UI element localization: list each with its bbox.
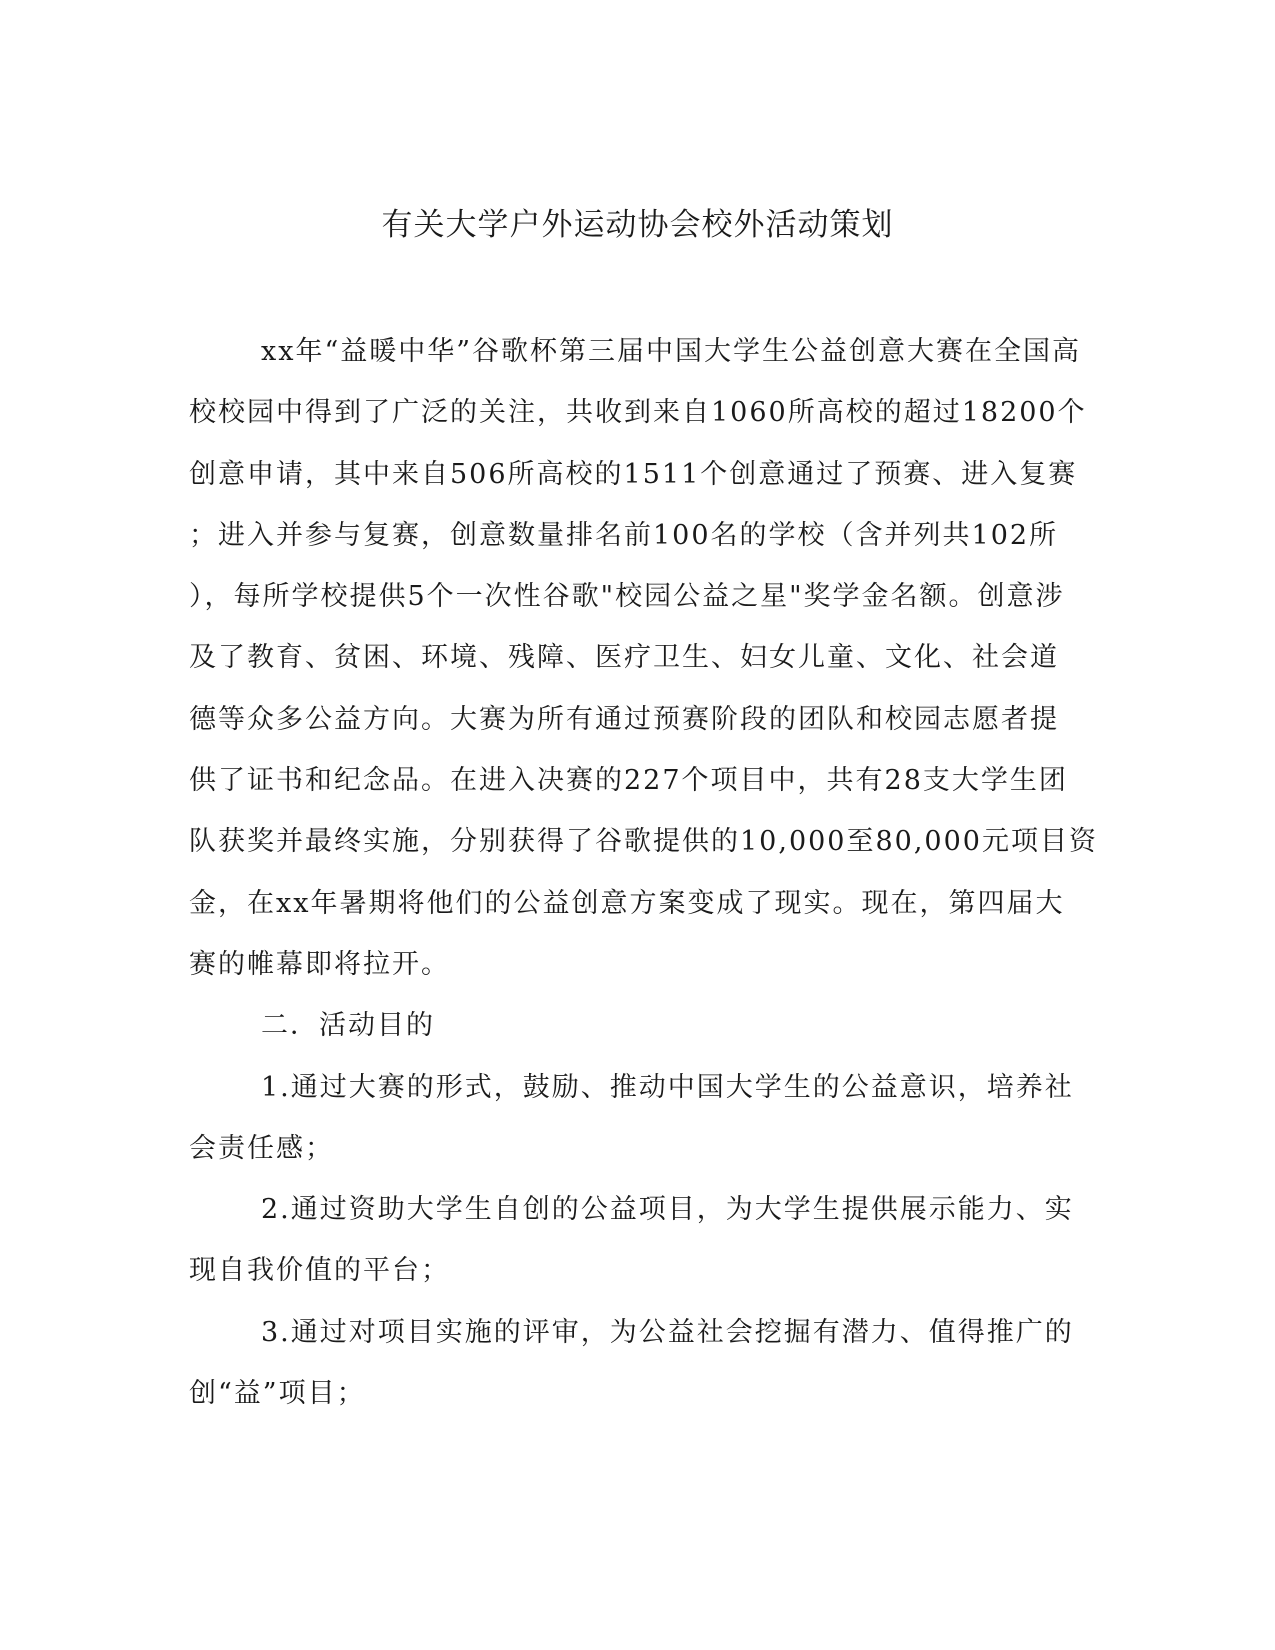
list-item-line: 3.通过对项目实施的评审，为公益社会挖掘有潜力、值得推广的	[261, 1316, 1074, 1348]
paragraph-line: 校校园中得到了广泛的关注，共收到来自1060所高校的超过18200个	[189, 397, 1087, 429]
paragraph-line: 创意申请，其中来自506所高校的1511个创意通过了预赛、进入复赛	[189, 458, 1078, 490]
paragraph-line: xx年“益暖中华”谷歌杯第三届中国大学生公益创意大赛在全国高	[261, 336, 1082, 367]
section-heading: 二．活动目的	[261, 1010, 435, 1042]
document-body	[189, 330, 1098, 1433]
paragraph-line: ；进入并参与复赛，创意数量排名前100名的学校（含并列共102所	[189, 519, 1059, 551]
paragraph-line: 供了证书和纪念品。在进入决赛的227个项目中，共有28支大学生团	[189, 765, 1068, 797]
list-item-line: 1.通过大赛的形式，鼓励、推动中国大学生的公益意识，培养社	[261, 1071, 1074, 1103]
paragraph-line: ），每所学校提供5个一次性谷歌"校园公益之星"奖学金名额。创意涉	[189, 581, 1065, 613]
list-item-line: 会责任感；	[189, 1132, 334, 1164]
list-item-line: 2.通过资助大学生自创的公益项目，为大学生提供展示能力、实	[261, 1194, 1074, 1226]
paragraph-line: 赛的帷幕即将拉开。	[189, 948, 450, 980]
paragraph-line: 金，在xx年暑期将他们的公益创意方案变成了现实。现在，第四届大	[189, 887, 1065, 919]
page-title: 有关大学户外运动协会校外活动策划	[381, 207, 894, 243]
list-item-line: 现自我价值的平台；	[189, 1255, 450, 1287]
paragraph-line: 队获奖并最终实施，分别获得了谷歌提供的10,000至80,000元项目资	[189, 826, 1098, 858]
paragraph-line: 德等众多公益方向。大赛为所有通过预赛阶段的团队和校园志愿者提	[189, 703, 1059, 735]
paragraph-line: 及了教育、贫困、环境、残障、医疗卫生、妇女儿童、文化、社会道	[189, 642, 1059, 674]
list-item-line: 创“益”项目；	[189, 1378, 366, 1410]
